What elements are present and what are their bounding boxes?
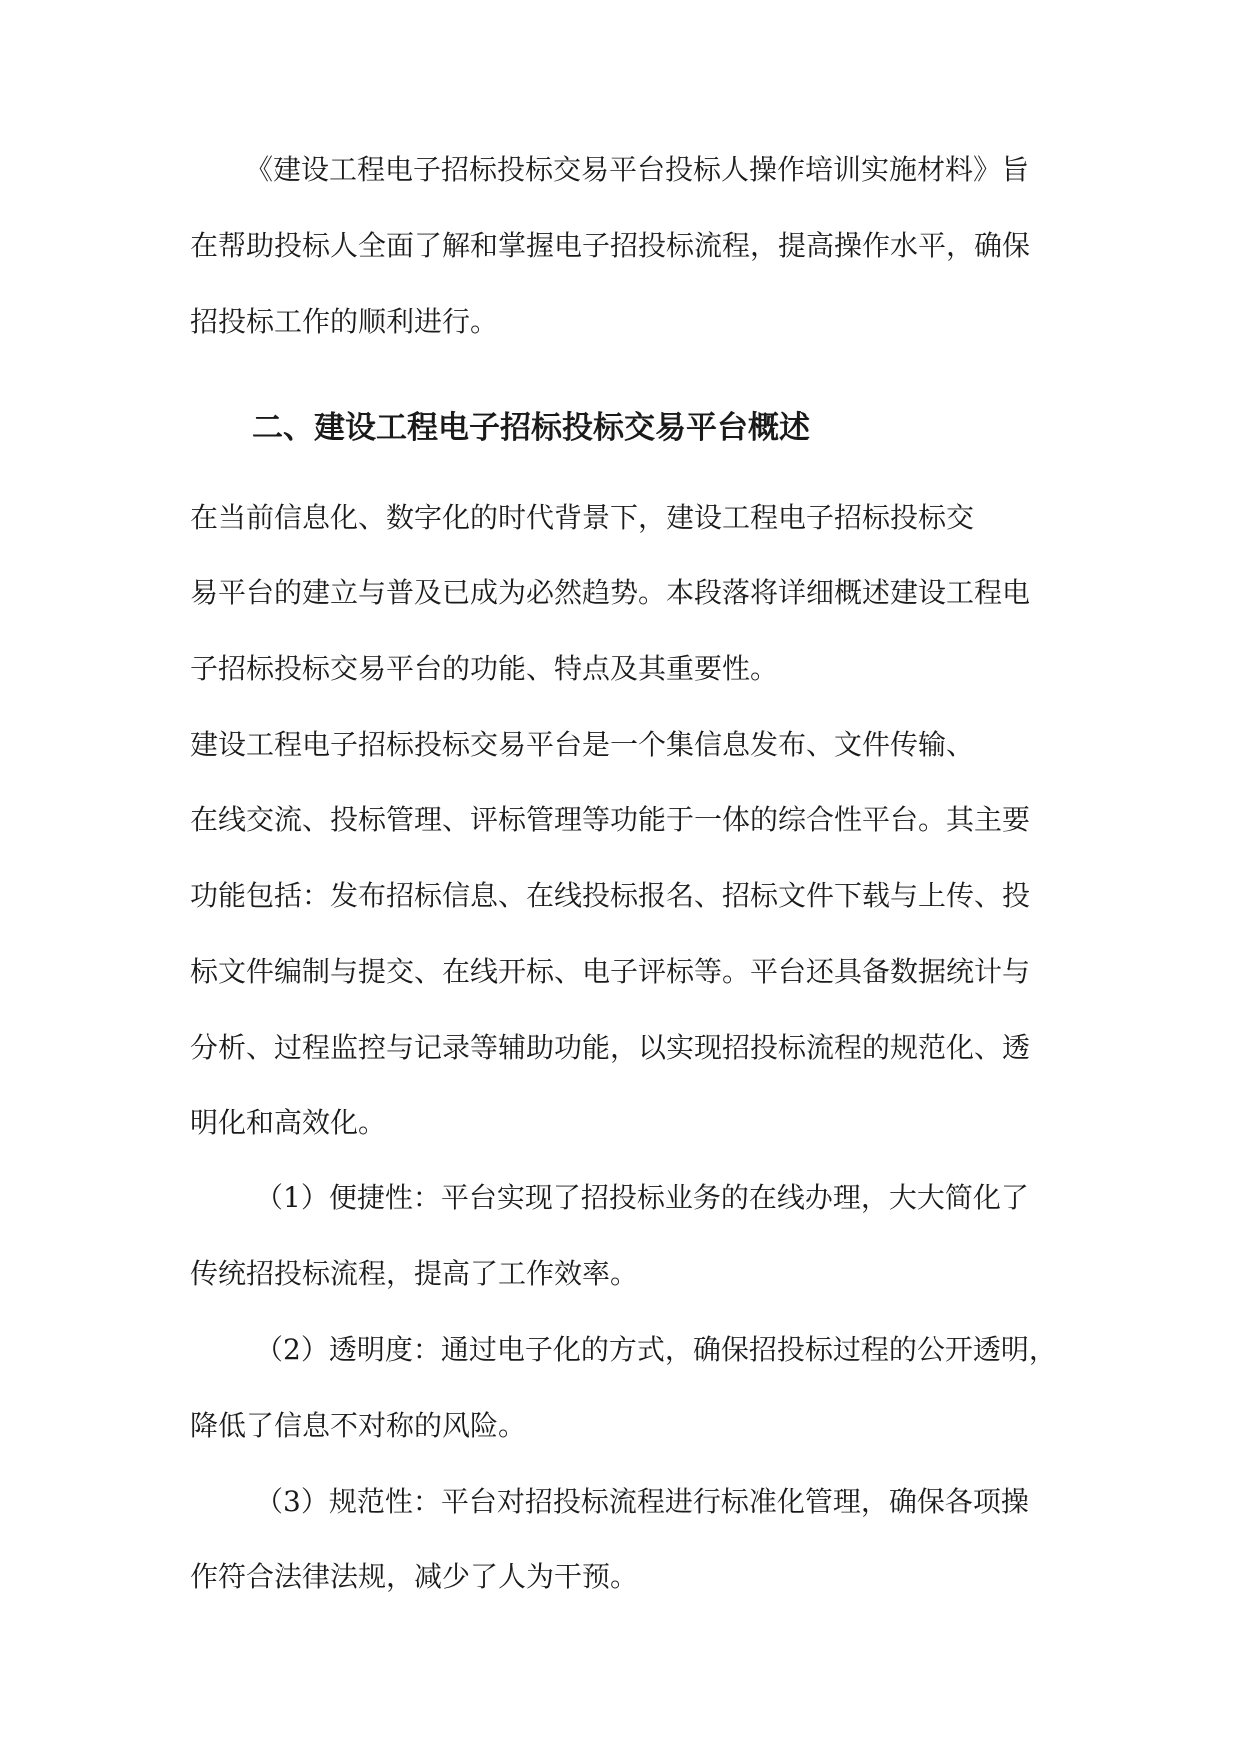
list-item-line: 降低了信息不对称的风险。 bbox=[190, 1409, 527, 1442]
list-item-line: （1）便捷性：平台实现了招投标业务的在线办理，大大简化了 bbox=[255, 1181, 1029, 1214]
list-item-line: 传统招投标流程，提高了工作效率。 bbox=[190, 1257, 639, 1290]
paragraph-line: 在当前信息化、数字化的时代背景下，建设工程电子招标投标交 bbox=[190, 501, 975, 534]
paragraph-line: 明化和高效化。 bbox=[190, 1106, 387, 1139]
paragraph-line: 易平台的建立与普及已成为必然趋势。本段落将详细概述建设工程电 bbox=[190, 576, 1031, 609]
section-heading: 二、建设工程电子招标投标交易平台概述 bbox=[252, 410, 810, 446]
list-item-line: （2）透明度：通过电子化的方式，确保招投标过程的公开透明， bbox=[255, 1333, 1057, 1366]
paragraph-line: 分析、过程监控与记录等辅助功能，以实现招投标流程的规范化、透 bbox=[190, 1031, 1031, 1064]
paragraph-line: 建设工程电子招标投标交易平台是一个集信息发布、文件传输、 bbox=[190, 728, 975, 761]
list-item-line: 作符合法律法规，减少了人为干预。 bbox=[190, 1560, 639, 1593]
paragraph-line: 子招标投标交易平台的功能、特点及其重要性。 bbox=[190, 652, 779, 685]
paragraph-line: 在线交流、投标管理、评标管理等功能于一体的综合性平台。其主要 bbox=[190, 803, 1031, 836]
paragraph-line: 招投标工作的顺利进行。 bbox=[190, 305, 499, 338]
paragraph-line: 标文件编制与提交、在线开标、电子评标等。平台还具备数据统计与 bbox=[190, 955, 1031, 988]
list-item-line: （3）规范性：平台对招投标流程进行标准化管理，确保各项操 bbox=[255, 1485, 1029, 1518]
paragraph-line: 《建设工程电子招标投标交易平台投标人操作培训实施材料》旨 bbox=[245, 153, 1030, 186]
paragraph-line: 功能包括：发布招标信息、在线投标报名、招标文件下载与上传、投 bbox=[190, 879, 1031, 912]
paragraph-line: 在帮助投标人全面了解和掌握电子招投标流程，提高操作水平，确保 bbox=[190, 229, 1031, 262]
